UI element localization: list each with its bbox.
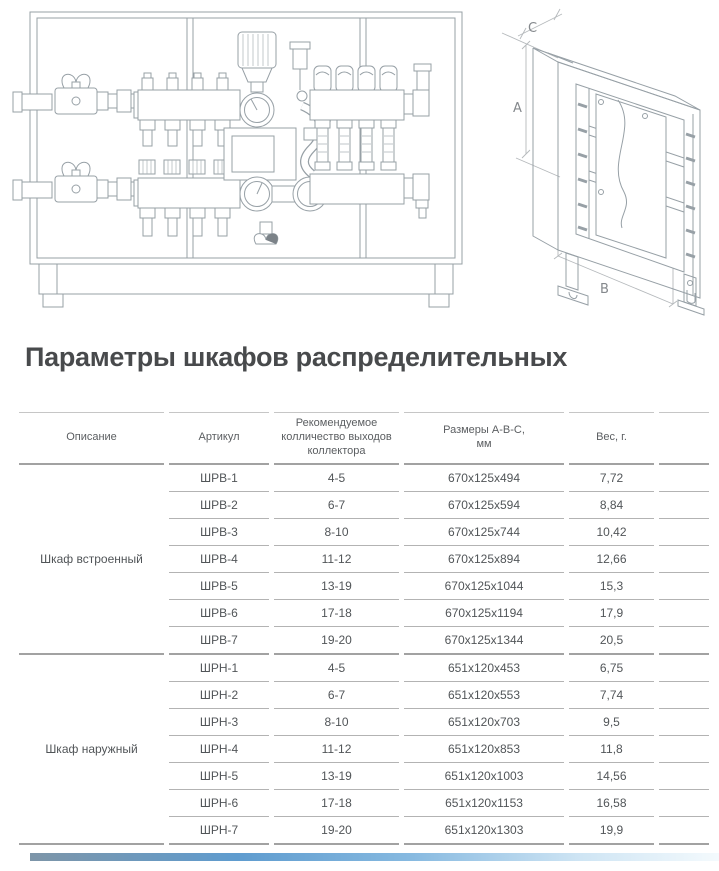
weight-cell: 7,74 <box>569 682 654 709</box>
spacer-cell <box>659 790 709 817</box>
dim-label-b: B <box>600 282 609 297</box>
article-cell: ШРН-1 <box>169 655 269 682</box>
article-cell: ШРВ-7 <box>169 627 269 655</box>
col-header-description: Описание <box>19 412 164 465</box>
spacer-cell <box>659 573 709 600</box>
weight-cell: 9,5 <box>569 709 654 736</box>
weight-cell: 15,3 <box>569 573 654 600</box>
article-cell: ШРН-7 <box>169 817 269 845</box>
description-cell: Шкаф наружный <box>19 655 164 845</box>
sizes-cell: 651x120x703 <box>404 709 564 736</box>
outlets-cell: 19-20 <box>274 627 399 655</box>
article-cell: ШРН-4 <box>169 736 269 763</box>
outlets-cell: 8-10 <box>274 519 399 546</box>
ball-valve-bottom <box>13 162 138 202</box>
col-header-article: Артикул <box>169 412 269 465</box>
article-cell: ШРВ-3 <box>169 519 269 546</box>
sizes-cell: 670x125x494 <box>404 465 564 492</box>
sizes-cell: 670x125x1344 <box>404 627 564 655</box>
cabinet-isometric-drawing <box>496 6 718 316</box>
spacer-cell <box>659 600 709 627</box>
article-cell: ШРН-2 <box>169 682 269 709</box>
spacer-cell <box>659 465 709 492</box>
sizes-cell: 651x120x1303 <box>404 817 564 845</box>
spacer-cell <box>659 627 709 655</box>
spacer-cell <box>659 519 709 546</box>
col-header-outlets: Рекомендуемое колличество выходов коллектора <box>274 412 399 465</box>
weight-cell: 10,42 <box>569 519 654 546</box>
header-row <box>19 412 709 465</box>
weight-cell: 7,72 <box>569 465 654 492</box>
spacer-cell <box>659 655 709 682</box>
weight-cell: 8,84 <box>569 492 654 519</box>
article-cell: ШРВ-1 <box>169 465 269 492</box>
sizes-cell: 670x125x894 <box>404 546 564 573</box>
article-cell: ШРН-6 <box>169 790 269 817</box>
dim-label-c: C <box>528 21 538 36</box>
right-manifold-group <box>310 64 431 218</box>
spacer-cell <box>659 546 709 573</box>
manifold-cabinet-drawing <box>10 4 465 316</box>
weight-cell: 20,5 <box>569 627 654 655</box>
mixing-unit <box>224 32 331 244</box>
outlets-cell: 6-7 <box>274 682 399 709</box>
article-cell: ШРВ-6 <box>169 600 269 627</box>
outlets-cell: 13-19 <box>274 763 399 790</box>
ball-valve-top <box>13 74 138 114</box>
col-header-weight: Вес, г. <box>569 412 654 465</box>
table-row <box>19 465 709 492</box>
weight-cell: 6,75 <box>569 655 654 682</box>
sizes-cell: 651x120x453 <box>404 655 564 682</box>
spacer-cell <box>659 817 709 845</box>
weight-cell: 14,56 <box>569 763 654 790</box>
weight-cell: 19,9 <box>569 817 654 845</box>
article-cell: ШРВ-5 <box>169 573 269 600</box>
outlets-cell: 17-18 <box>274 600 399 627</box>
sizes-cell: 670x125x1044 <box>404 573 564 600</box>
outlets-cell: 17-18 <box>274 790 399 817</box>
description-cell: Шкаф встроенный <box>19 465 164 655</box>
article-cell: ШРН-3 <box>169 709 269 736</box>
col-header-sizes: Размеры А-В-С, мм <box>404 412 564 465</box>
outlets-cell: 11-12 <box>274 546 399 573</box>
sizes-cell: 670x125x594 <box>404 492 564 519</box>
cabinet-box <box>533 48 704 315</box>
outlets-cell: 13-19 <box>274 573 399 600</box>
sizes-cell: 651x120x553 <box>404 682 564 709</box>
outlets-cell: 6-7 <box>274 492 399 519</box>
article-cell: ШРН-5 <box>169 763 269 790</box>
spacer-cell <box>659 709 709 736</box>
page-title: Параметры шкафов распределительных <box>25 342 568 372</box>
outlets-cell: 4-5 <box>274 465 399 492</box>
article-cell: ШРВ-2 <box>169 492 269 519</box>
sizes-cell: 670x125x744 <box>404 519 564 546</box>
spacer-cell <box>659 736 709 763</box>
outlets-cell: 19-20 <box>274 817 399 845</box>
footer-accent-bar <box>30 853 719 861</box>
weight-cell: 17,9 <box>569 600 654 627</box>
spacer-cell <box>659 682 709 709</box>
sizes-cell: 651x120x1153 <box>404 790 564 817</box>
table-row <box>19 655 709 682</box>
weight-cell: 12,66 <box>569 546 654 573</box>
weight-cell: 16,58 <box>569 790 654 817</box>
sizes-cell: 651x120x853 <box>404 736 564 763</box>
outlets-cell: 8-10 <box>274 709 399 736</box>
article-cell: ШРВ-4 <box>169 546 269 573</box>
sizes-cell: 670x125x1194 <box>404 600 564 627</box>
col-header-spacer <box>659 412 709 465</box>
outlets-cell: 4-5 <box>274 655 399 682</box>
weight-cell: 11,8 <box>569 736 654 763</box>
sizes-cell: 651x120x1003 <box>404 763 564 790</box>
outlets-cell: 11-12 <box>274 736 399 763</box>
parameters-table <box>14 412 714 845</box>
spacer-cell <box>659 763 709 790</box>
spacer-cell <box>659 492 709 519</box>
dim-label-a: A <box>513 101 522 116</box>
